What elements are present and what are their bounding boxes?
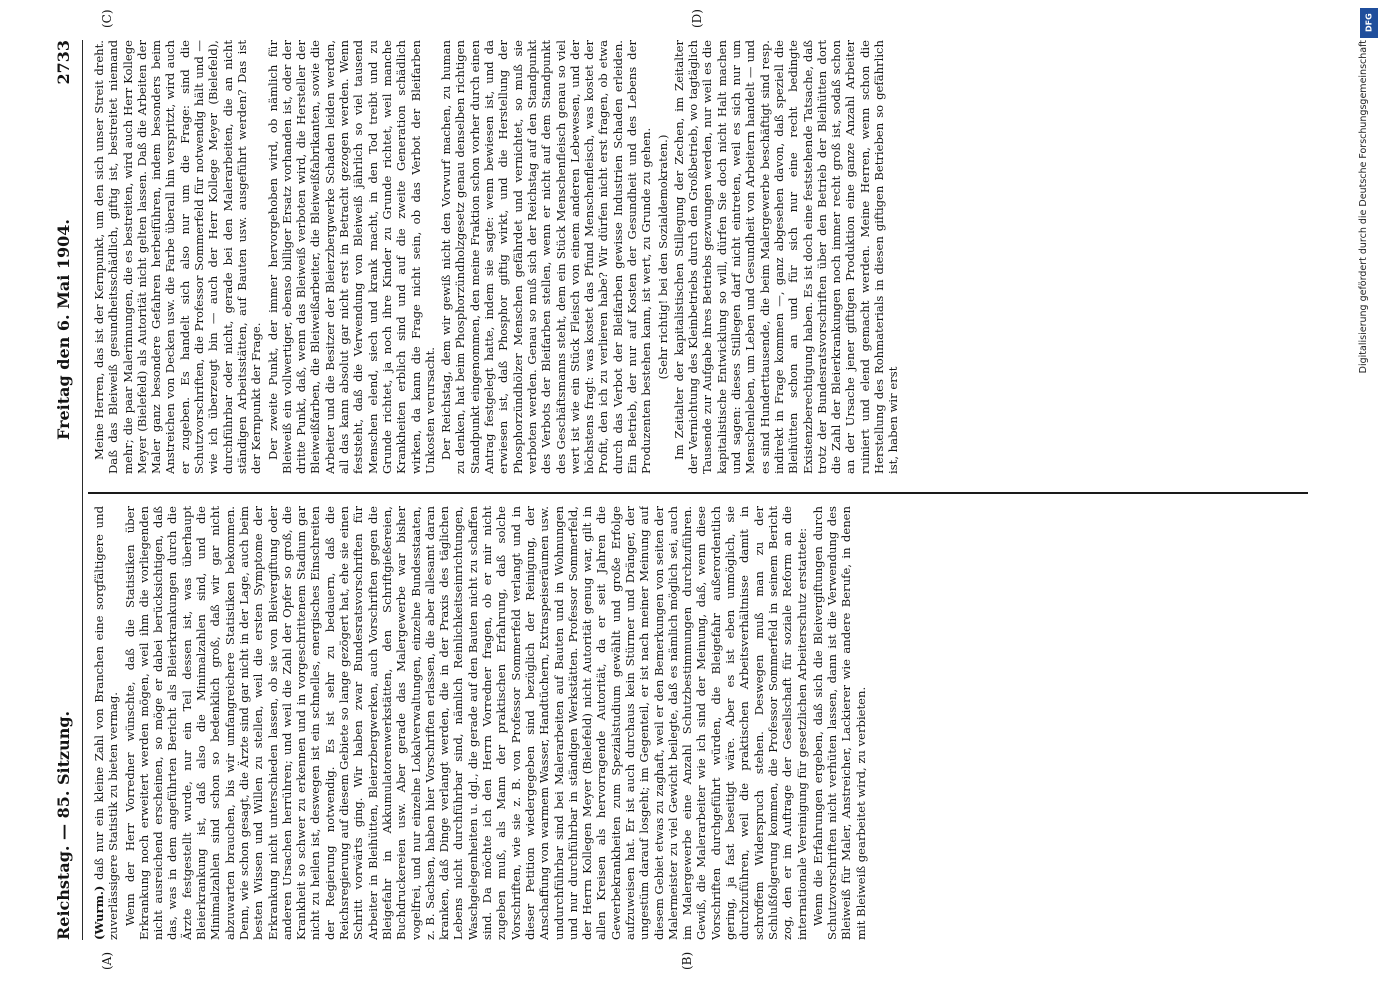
speaker-paragraph: [92, 506, 121, 940]
left-column: [92, 506, 1302, 940]
paragraph: Wenn die Erfahrungen ergeben, daß sich die Bleivergiftungen durch Schutzvorschriften nicht verhüten lassen, dann ist die Verwendung des Bleiweiß für Maler, Anstreicher, Lackierer wie andere Berufe, in denen mit Bleiweiß gearbeitet wird, zu verbieten.: [810, 506, 868, 940]
right-column: [92, 40, 1302, 474]
page-header: [48, 40, 80, 940]
dfg-logo: DFG: [1360, 8, 1378, 38]
paragraph: Der zweite Punkt, der immer hervorgehoben wird, ob nämlich für Bleiweiß ein vollwertiger, ebenso billiger Ersatz vorhanden ist, oder der dritte Punkt, daß, wenn das Bleiweiß verboten wird, die Hersteller der Bleiweißfarben, die Bleiweißarbeiter, die Bleiweißfabrikanten, sowie die Arbeiter und die Besitzer der Bleierzbergwerke Schaden leiden werden, all das kann absolut gar nicht erst in Betracht gezogen werden. Wenn feststeht, daß die Verwendung von Bleiweiß jährlich so viel tausend Menschen elend, siech und krank macht, in den Tod treibt und zu Grunde richtet, ja noch ihre Kinder zu Grunde richtet, weil manche Krankheiten erblich sind und auf die zweite Generation schädlich wirken, da kann die Frage nicht sein, ob das Verbot der Bleifarben Unkosten verursacht.: [265, 40, 437, 474]
paragraph: Der Reichstag, dem wir gewiß nicht den Vorwurf machen, zu human zu denken, hat beim Phosphorzündholzgesetz genau denselben richtigen Standpunkt eingenommen, den meine Fraktion schon vorher durch einen Antrag festgelegt hatte, indem sie sagte: wenn bewiesen ist, und da erwiesen ist, daß Phosphor giftig wirkt, und die Herstellung der Phosphorzündhölzer Menschen gefährdet und vernichtet, so muß sie verboten werden. Genau so muß sich der Reichstag auf den Standpunkt des Verbots der Bleifarben stellen, wenn er nicht auf dem Standpunkt des Geschäftsmanns steht, dem ein Stück Menschenfleisch genau so viel wert ist wie ein Stück Fleisch von einem anderen Lebewesen, und der höchstens fragt: was kostet das Pfund Menschenfleisch, was kostet der Profit, den ich zu verlieren habe? Wir dürfen nicht erst fragen, ob etwa durch das Verbot der Bleifarben gewisse Industrien Schaden erleiden. Ein Betrieb, der nur auf Kosten der Gesundheit und des Lebens der Produzenten bestehen kann, ist wert, zu Grunde zu gehen.: [439, 40, 654, 474]
interjection: (Sehr richtig! bei den Sozialdemokraten.): [655, 134, 670, 380]
running-title: Reichstag. — 85. Sitzung.: [54, 710, 73, 940]
session-date: Freitag den 6. Mai 1904.: [54, 219, 73, 440]
paragraph: Meine Herren, das ist der Kernpunkt, um den sich unser Streit dreht. Daß das Bleiweiß gesundheitsschädlich, giftig ist, bestreitet niemand mehr; die paar Malerinnungen, die es bestreiten, wird auch Herr Kollege Meyer (Bielefeld) als Autorität nicht gelten lassen. Daß die Arbeiten der Maler ganz besondere Gefahren herbeiführen, indem besonders beim Anstreichen von Decken usw. die Farbe überall hin verspritzt, wird auch er zugeben. Es handelt sich also nur um die Frage: sind die Schutzvorschriften, die Professor Sommerfeld für notwendig hält und — wie ich überzeugt bin — auch der Herr Kollege Meyer (Bielefeld), durchführbar oder nicht, gerade bei den Malerarbeiten, die an nicht ständigen Arbeitsstätten, auf Bauten usw. ausgeführt werden? Das ist der Kernpunkt der Frage.: [92, 40, 264, 474]
credit-text: Digitalisierung gefördert durch die Deutsche Forschungsgemeinschaft: [1358, 40, 1369, 374]
margin-marker-a: (A): [100, 951, 114, 970]
page-number: 2733: [54, 40, 73, 85]
paragraph: Wenn der Herr Vorredner wünschte, daß die Statistiken über Erkrankung noch erweitert werden mögen, weil ihm die vorliegenden nicht ausreichend erscheinen, so möge er dabei berücksichtigen, daß das, was in dem angeführten Bericht als Bleierkrankungen durch die Ärzte festgestellt wurde, nur ein Teil dessen ist, was überhaupt Bleierkrankung ist, daß also die Minimalzahlen sind, und die Minimalzahlen sind schon so bedenklich groß, daß wir gar nicht abzuwarten brauchen, bis wir umfangreichere Statistiken bekommen. Denn, wie schon gesagt, die Ärzte sind gar nicht in der Lage, auch beim besten Wissen und Willen zu stellen, weil die ersten Symptome der Erkrankung nicht unterschieden lassen, ob sie von Bleivergiftung oder anderen Ursachen herrühren; und weil die Zahl der Opfer so groß, die Krankheit so schwer zu erkennen und in vorgeschrittenem Stadium gar nicht zu heilen ist, deswegen ist ein schnelles, energisches Einschreiten der Regierung notwendig. Es ist sehr zu bedauern, daß die Reichsregierung auf diesem Gebiete so lange gezögert hat, ehe sie einen Schritt vorwärts ging. Wir haben zwar Bundesratsvorschriften für Arbeiter in Bleihütten, Bleierzbergwerken, auch Vorschriften gegen die Bleigefahr in Akkumulatorenwerkstätten, den Schriftgießereien, Buchdruckereien usw. Aber gerade das Malergewerbe war bisher vogelfrei, und nur einzelne Lokalverwaltungen, einzelne Bundesstaaten, z. B. Sachsen, haben hier Vorschriften erlassen, die aber allesamt daran kranken, daß Dinge verlangt werden, die in der Praxis des täglichen Lebens nicht durchführbar sind, nämlich Reinlichkeitseinrichtungen, Waschgelegenheiten u. dgl., die gerade auf den Bauten nicht zu schaffen sind. Da möchte ich den Herrn Vorredner fragen, ob er mir nicht zugeben muß, als Mann der praktischen Erfahrung, daß solche Vorschriften, wie sie z. B. von Professor Sommerfeld verlangt und in dieser Petition wiedergegeben sind bezüglich der Reinigung, der Anschaffung von warmem Wasser, Handtüchern, Extraspeiseräumen usw. undurchführbar sind bei Malerarbeiten auf Bauten und in Wohnungen und nur durchführbar in ständigen Werkstätten. Professor Sommerfeld, der Herrn Kollegen Meyer (Bielefeld) nicht Autorität genug war, gilt in allen Kreisen als hervorragende Autorität, da er seit Jahren die Gewerbekrankheiten zum Spezialstudium gewählt und große Erfolge aufzuweisen hat. Er ist auch durchaus kein Stürmer und Dränger, der ungestüm darauf losgeht; im Gegenteil, er ist nach meiner Meinung auf diesem Gebiet etwas zu zaghaft, weil er den Bemerkungen von seiten der Malermeister zu viel Gewicht beilegte, daß es nämlich möglich sei, auch im Malergewerbe eine Anzahl Schutzbestimmungen durchzuführen. Gewiß, die Malerarbeiter wie ich sind der Meinung, daß, wenn diese Vorschriften durchgeführt würden, die Bleigefahr außerordentlich gering, ja fast beseitigt wäre. Aber es ist eben unmöglich, sie durchzuführen, weil die praktischen Arbeitsverhältnisse damit in schroffem Widerspruch stehen. Deswegen muß man zu der Schlußfolgerung kommen, die Professor Sommerfeld in seinem Bericht zog, den er im Auftrage der Gesellschaft für soziale Reform an die internationale Vereinigung für gesetzlichen Arbeiterschutz erstattete:: [122, 506, 809, 940]
margin-marker-b: (B): [680, 951, 694, 970]
speaker-tag: (Wurm.): [92, 885, 106, 940]
paragraph: Im Zeitalter der kapitalistischen Stillegung der Zechen, im Zeitalter der Vernichtung des Kleinbetriebs durch den Großbetrieb, wo tagtäglich Tausende zur Aufgabe ihres Betriebs gezwungen werden, nur weil es die kapitalistische Entwicklung so will, dürfen Sie doch nicht Halt machen und sagen: dieses Stillegen darf nicht eintreten, weil es sich nur um Menschenleben, um Leben und Gesundheit von Arbeitern handelt — und es sind Hunderttausende, die beim Malergewerbe beschäftigt sind resp. indirekt in Frage kommen —, ganz abgesehen davon, daß speziell die Bleihütten schon an und für sich nur eine recht bedingte Existenzberechtigung haben. Es ist doch eine feststehende Tatsache, daß trotz der Bundesratsvorschriften über den Betrieb der Bleihütten dort die Zahl der Bleierkrankungen noch immer recht groß ist, sodaß schon an der Ursache jener giftigen Produktion eine ganze Anzahl Arbeiter ruiniert und elend gemacht werden. Meine Herren, wenn schon die Herstellung des Rohmaterials in diesen giftigen Betrieben so gefährlich ist, haben wir erst: [671, 40, 901, 474]
header-rule: [82, 40, 83, 940]
margin-marker-c: (C): [100, 9, 114, 28]
margin-marker-d: (D): [690, 9, 704, 28]
digitization-credit: [1354, 0, 1376, 1000]
column-divider: [88, 492, 1308, 494]
paragraph-text: daß nur ein kleine Zahl von Branchen eine sorgfältigere und zuverlässigere Statistik zu bieten vermag.: [92, 506, 121, 940]
